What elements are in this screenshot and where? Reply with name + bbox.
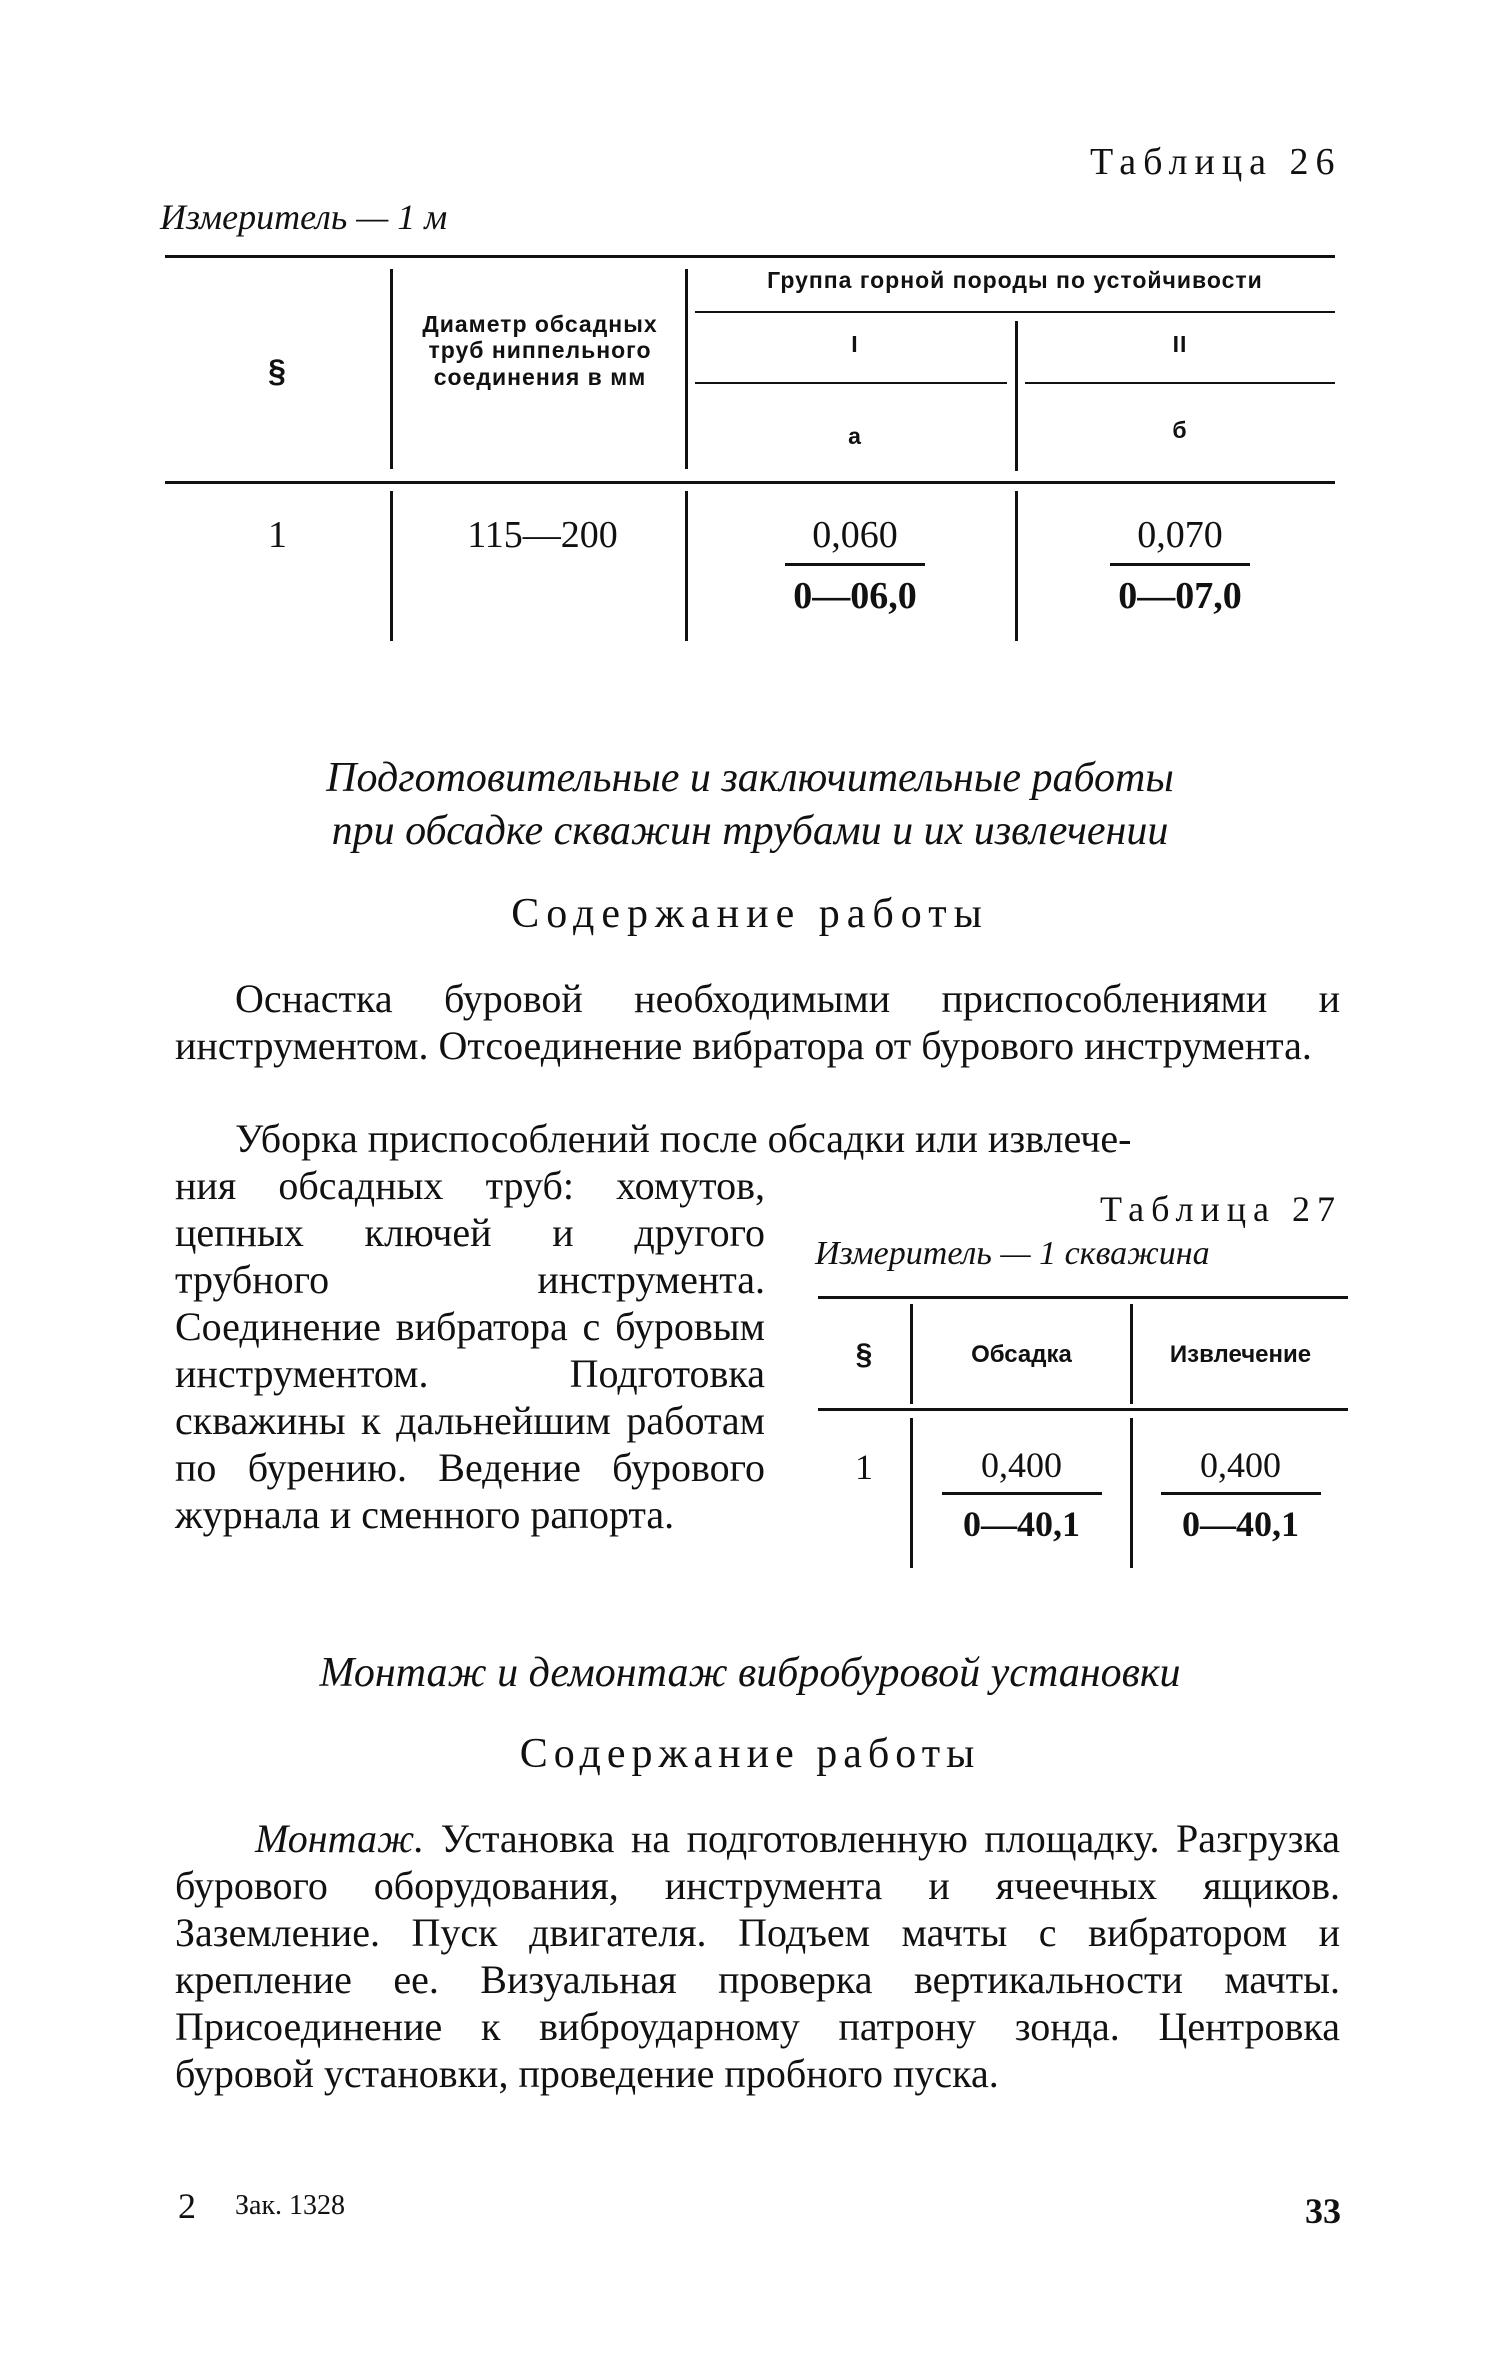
table-divider	[1015, 321, 1018, 471]
header-casing: Обсадка	[971, 1341, 1072, 1368]
header-col2-roman: II	[1172, 331, 1188, 357]
table-divider	[685, 491, 688, 641]
table-rule-sub1	[695, 382, 1007, 384]
header-extraction: Извлечение	[1169, 1341, 1312, 1368]
paragraph-text: Установка на подготовленную площадку. Разгрузка бурового оборудования, инструмента и ячеечных ящиков. Заземление. Пуск двигателя. Подъем мачты с вибратором и крепление ее. Визуальная проверка вертикальности мачты. Присоединение к виброударному патрону зонда. Центровка буровой установки, проведение пробного пуска.	[175, 1816, 1341, 2096]
table27	[818, 1296, 1348, 1576]
value-numerator: 0,400	[981, 1445, 1062, 1485]
table-divider	[390, 491, 393, 641]
header-diameter: Диаметр обсадных труб ниппельного соединения в мм	[422, 311, 658, 390]
section1-paragraph2-start: Уборка приспособлений после обсадки или извлече-	[235, 1116, 1132, 1161]
section2-subheading: Содержание работы	[519, 1731, 981, 1777]
value-denominator: 0—40,1	[963, 1504, 1080, 1544]
row-section: 1	[268, 514, 287, 556]
table26-caption: Таблица 26	[1090, 141, 1342, 183]
table-divider	[1015, 491, 1018, 641]
heading-line: Подготовительные и заключительные работы	[326, 755, 1174, 801]
value-numerator: 0,400	[1200, 1445, 1281, 1485]
row-col2-value	[1025, 513, 1335, 618]
section2-paragraph	[175, 1815, 1340, 2097]
heading-line: при обсадке скважин трубами и их извлечении	[331, 807, 1169, 854]
table-divider	[685, 269, 688, 469]
table-rule-header	[165, 481, 1335, 484]
table26-measure: Измеритель — 1 м	[160, 197, 448, 237]
paragraph-lead: Монтаж.	[255, 1816, 425, 1861]
table-rule-sub2	[1025, 382, 1335, 384]
header-col1-letter: а	[848, 423, 862, 449]
table-rule-top	[818, 1296, 1348, 1299]
header-section: §	[855, 1338, 873, 1371]
row-diameter: 115—200	[467, 514, 618, 556]
header-section: §	[268, 353, 287, 389]
table-rule-group	[695, 311, 1335, 313]
section1-subheading: Содержание работы	[511, 891, 989, 937]
header-group: Группа горной породы по устойчивости	[767, 267, 1263, 293]
value-denominator: 0—06,0	[793, 575, 917, 617]
section1-paragraph1: Оснастка буровой необходимыми приспособлениями и инструментом. Отсоединение вибратора от бурового инструмента.	[175, 976, 1340, 1068]
table-rule-header	[818, 1408, 1348, 1411]
footer-signature: 2	[178, 2186, 196, 2226]
header-col2-letter: б	[1172, 417, 1188, 443]
table27-measure: Измеритель — 1 скважина	[815, 1235, 1210, 1272]
value-numerator: 0,060	[812, 514, 898, 556]
table27-caption: Таблица 27	[1100, 1189, 1342, 1229]
table-divider	[390, 269, 393, 469]
value-denominator: 0—07,0	[1118, 575, 1242, 617]
footer-order: Зак. 1328	[235, 2190, 346, 2221]
table26	[165, 255, 1335, 655]
row-extraction-value	[1133, 1444, 1348, 1545]
row-col1-value	[695, 513, 1015, 618]
row-section: 1	[855, 1447, 873, 1487]
row-casing-value	[913, 1444, 1130, 1545]
value-numerator: 0,070	[1137, 514, 1223, 556]
header-col1-roman: I	[851, 331, 859, 357]
section1-heading	[150, 752, 1350, 857]
table-rule-top	[165, 255, 1335, 258]
page-number: 33	[1305, 2191, 1341, 2231]
section2-heading: Монтаж и демонтаж вибробуровой установки	[319, 1650, 1181, 1696]
value-denominator: 0—40,1	[1182, 1504, 1299, 1544]
section1-paragraph2-rest: ния обсадных труб: хомутов, цепных ключей и другого трубного инструмента. Соединение вибратора с буровым инструментом. Подготовка скважины к дальнейшим работам по бурению. Ведение бурового журнала и сменного рапорта.	[175, 1163, 765, 1537]
